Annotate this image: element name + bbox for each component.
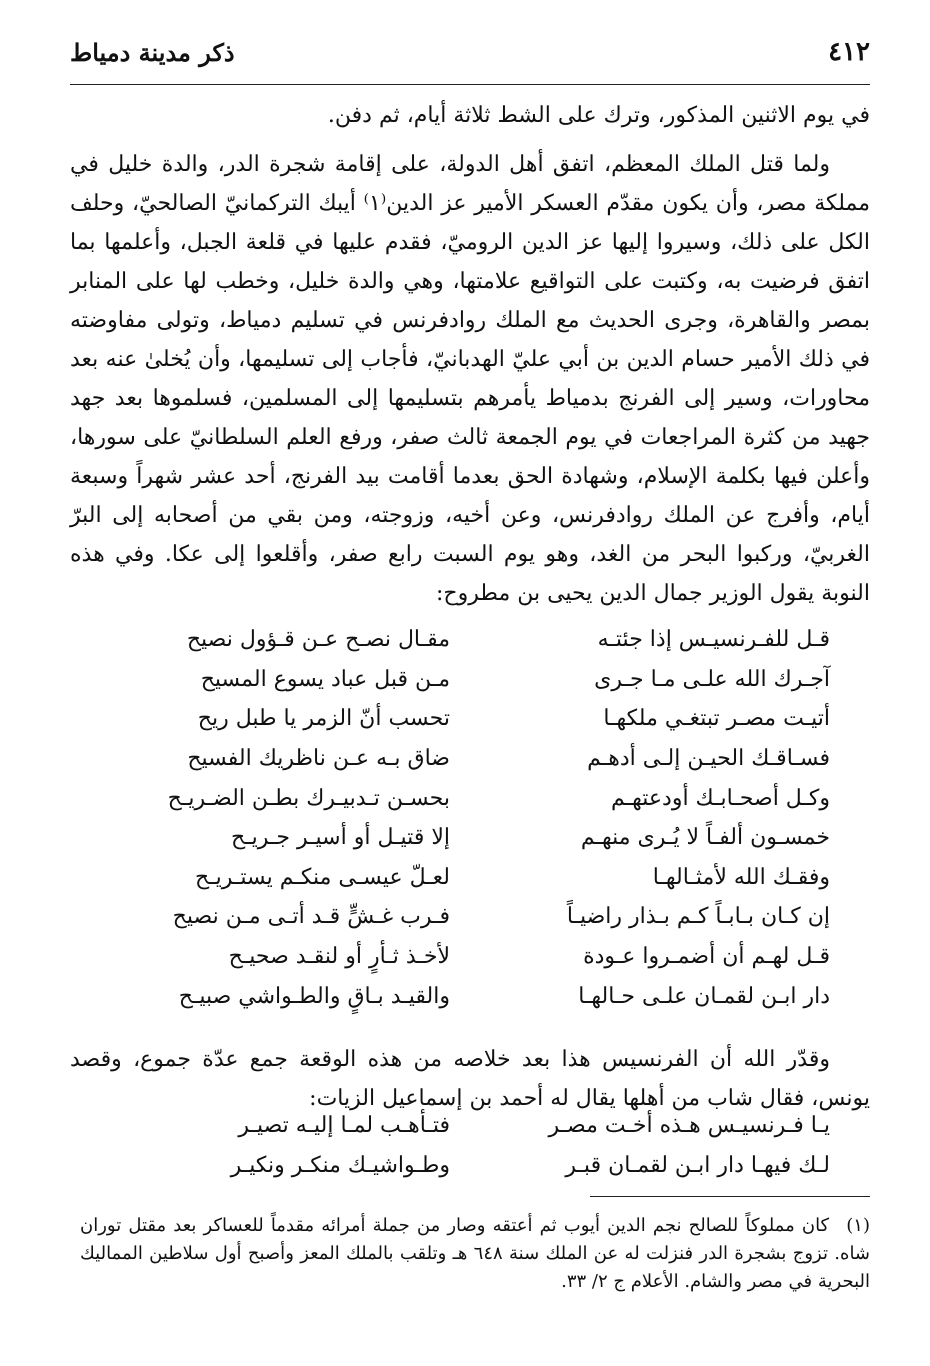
- verse: [150, 660, 830, 700]
- paragraph-2: وقدّر الله أن الفرنسيس هذا بعد خلاصه من هذه الوقعة جمع عدّة جموع، وقصد يونس، فقال شاب من أهلها يقال له أحمد بن إسماعيل الزيات:: [70, 1047, 870, 1111]
- hemistich-second: مـن قبل عباد يسوع المسيح: [200, 666, 450, 692]
- hemistich-second: تحسب أنّ الزمر يا طبل ريح: [197, 706, 450, 732]
- hemistich-first: آجـرك الله علـى مـا جـرى: [594, 666, 830, 692]
- hemistich-second: وطـواشيـك منكـر ونكيـر: [230, 1152, 450, 1178]
- hemistich-second: بحسـن تـدبيـرك بطـن الضـريـح: [167, 785, 450, 811]
- hemistich-first: أتيـت مصـر تبتغـي ملكهـا: [603, 706, 830, 732]
- footnote-marker: (١): [846, 1215, 870, 1236]
- hemistich-second: إلا قتيـل أو أسيـر جـريـح: [231, 825, 450, 851]
- hemistich-first: لـك فيهـا دار ابـن لقمـان قبـر: [565, 1152, 830, 1178]
- verse: [150, 1146, 830, 1186]
- poem-ibn-zayyat: [150, 1106, 830, 1185]
- hemistich-second: فتـأهـب لمـا إليـه تصيـر: [238, 1113, 450, 1139]
- hemistich-first: إن كـان بـابـاً كـم بـذار راضيـاً: [566, 904, 830, 930]
- hemistich-second: لأخـذ ثـأرٍ أو لنقـد صحيـح: [228, 944, 450, 970]
- poem-ibn-matruh: [150, 620, 830, 1016]
- hemistich-second: فـرب غـشٍّ قـد أتـى مـن نصيح: [172, 904, 450, 930]
- hemistich-first: وكـل أصحـابـك أودعتهـم: [611, 785, 830, 811]
- hemistich-first: قـل لهـم أن أضمـروا عـودة: [583, 944, 830, 970]
- verse: [150, 778, 830, 818]
- verse: [150, 976, 830, 1016]
- hemistich-second: والقيـد بـاقٍ والطـواشي صبيـح: [178, 983, 450, 1009]
- page-header: [70, 28, 870, 76]
- footnote-text: كان مملوكاً للصالح نجم الدين أيوب ثم أعتقه وصار من جملة أمرائه مقدماً للعساكر بعد مقتل توران شاه. تزوج بشجرة الدر فنزلت له عن الملك سنة ٦٤٨ هـ وتلقب بالملك المعز وأصبح أول سلاطين المماليك البحرية في مصر والشام. الأعلام ج ٢/ ٣٣.: [80, 1215, 871, 1292]
- footnote: [80, 1212, 870, 1296]
- verse: [150, 818, 830, 858]
- verse: [150, 620, 830, 660]
- hemistich-first: خمسـون ألفـاً لا يُـرى منهـم: [580, 825, 830, 851]
- verse: [150, 1106, 830, 1146]
- paragraph-1: ولما قتل الملك المعظم، اتفق أهل الدولة، على إقامة شجرة الدر، والدة خليل في مملكة مصر، وأن يكون مقدّم العسكر الأمير عز الدين⁽١⁾ أيبك التركمانيّ الصالحيّ، وحلف الكل على ذلك، وسيروا إليها عز الدين الروميّ، فقدم عليها في قلعة الجبل، وأعلمها بما اتفق فرضيت به، وكتبت على التواقيع علامتها، وهي والدة خليل، وخطب لها على المنابر بمصر والقاهرة، وجرى الحديث مع الملك روادفرنس في تسليم دمياط، وتولى مفاوضته في ذلك الأمير حسام الدين بن أبي عليّ الهدبانيّ، فأجاب إلى تسليمها، وأن يُخلىٰ عنه بعد محاورات، وسير إلى الفرنج بدمياط يأمرهم بتسليمها إلى المسلمين، فسلموها بعد جهد جهيد من كثرة المراجعات في يوم الجمعة ثالث صفر، ورفع العلم السلطانيّ على سورها، وأعلن فيها بكلمة الإسلام، وشهادة الحق بعدما أقامت بيد الفرنج، أحد عشر شهراً وسبعة أيام، وأفرج عن الملك روادفرنس، وعن أخيه، وزوجته، ومن بقي من أصحابه إلى البرّ الغربيّ، وركبوا البحر من الغد، وهو يوم السبت رابع صفر، وأقلعوا إلى عكا. وفي هذه النوبة يقول الوزير جمال الدين يحيى بن مطروح:: [70, 152, 870, 606]
- hemistich-first: وفقـك الله لأمثـالهـا: [652, 864, 830, 890]
- continuation-line: في يوم الاثنين المذكور، وترك على الشط ثلاثة أيام، ثم دفن.: [327, 103, 870, 128]
- verse: [150, 937, 830, 977]
- hemistich-first: قـل للفـرنسيـس إذا جئتـه: [597, 627, 830, 653]
- hemistich-second: مقـال نصـح عـن قـؤول نصيح: [186, 627, 450, 653]
- hemistich-first: دار ابـن لقمـان علـى حـالهـا: [578, 983, 830, 1009]
- hemistich-second: ضاق بـه عـن ناظريك الفسيح: [187, 746, 450, 772]
- verse: [150, 739, 830, 779]
- main-text: [70, 96, 870, 613]
- verse: [150, 858, 830, 898]
- page-number: ٤١٢: [828, 37, 870, 67]
- book-page: [70, 28, 870, 1348]
- verse: [150, 699, 830, 739]
- footnote-rule: [590, 1196, 870, 1197]
- header-rule: [70, 84, 870, 85]
- hemistich-first: يـا فـرنسيـس هـذه أخـت مصـر: [548, 1113, 830, 1139]
- hemistich-first: فسـاقـك الحيـن إلـى أدهـم: [587, 746, 830, 772]
- running-title: ذكر مدينة دمياط: [70, 37, 235, 67]
- hemistich-second: لعـلّ عيسـى منكـم يستـريـح: [195, 864, 450, 890]
- verse: [150, 897, 830, 937]
